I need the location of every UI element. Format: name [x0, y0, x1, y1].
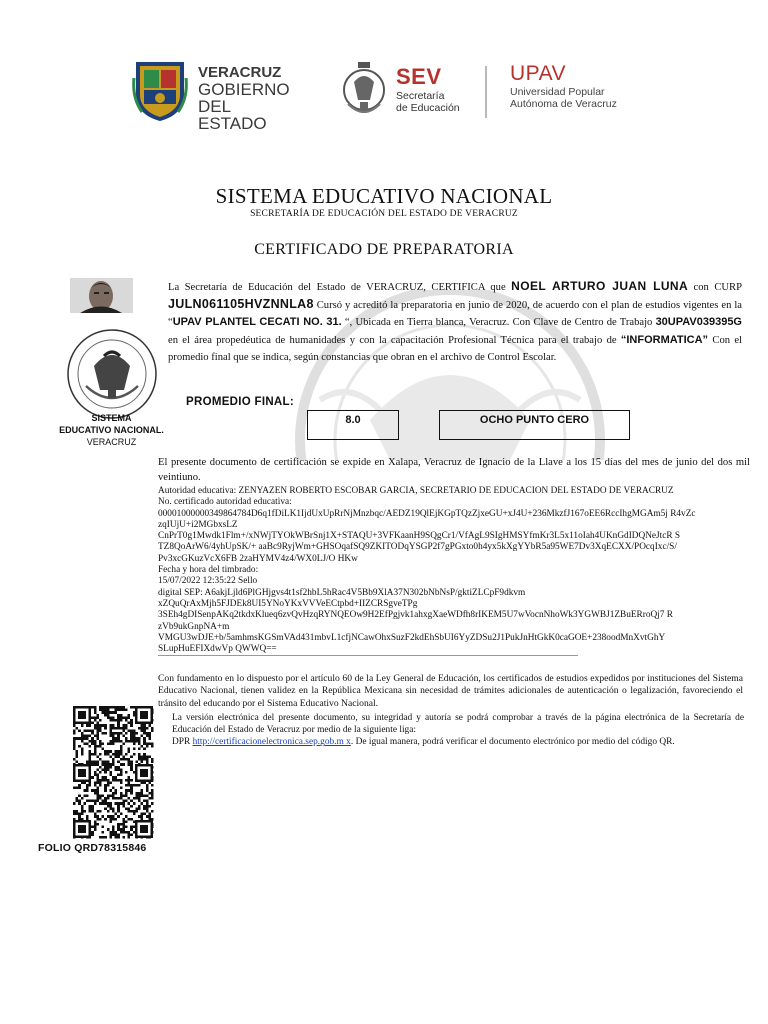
veracruz-shield-icon: [132, 58, 188, 122]
student-photo: [70, 278, 133, 313]
sep-seal-string-2: xZQuQrAxMjh5FJDEk8UI5YNoYKxVVVeECtpbd+IIZCRSgveTPg: [158, 598, 418, 609]
sev-logo-line1: Secretaría: [396, 90, 445, 102]
sev-logo-abbr: SEV: [396, 64, 442, 89]
verification-notice: [172, 712, 744, 749]
verification-text-1: La versión electrónica del presente documento, su integridad y autoría se podrá comprobar a través de la página electrónica de la Secretaría de Educación del Estado de Veracruz por medio de la siguiente liga:: [172, 713, 744, 736]
expedition-statement: El presente documento de certificación se expide en Xalapa, Veracruz de Ignacio de la Llave a los 15 días del mes de junio del dos mil veintiuno.: [158, 457, 750, 483]
certification-paragraph: [168, 278, 742, 366]
student-curp: JULN061105HVZNNLA8: [168, 297, 314, 312]
timestamp-label: Fecha y hora del timbrado:: [158, 565, 259, 576]
seal-label-line3: VERACRUZ: [86, 437, 137, 447]
signature-divider: [158, 655, 578, 656]
veracruz-logo-line1: VERACRUZ: [198, 64, 282, 81]
final-average-value: 8.0: [307, 410, 399, 440]
verification-text-2: . De igual manera, podrá verificar el documento electrónico por medio del código QR.: [350, 737, 675, 748]
certificate-string-1: 00001000000349864784D6q1fDiLK1IjdUxUpRrNjMnzbqc/AEDZ19QlEjKGpTQzZjxeGU+xJ4U+236MkzfJ167oEE6RccIhgMGAm5j R4vZc: [158, 508, 696, 519]
training-name: “INFORMATICA”: [620, 333, 709, 346]
body-text-3: Cursó y acreditó la preparatoria en junio de 2020, de acuerdo con el plan de estudios vigentes en la “: [168, 300, 742, 329]
timestamp-value: 15/07/2022 12:35:22 Sello: [158, 576, 258, 587]
certificate-string-5: Pv3xcGKuzVcX6FB 2zaHYMV4z4/WX0LJ/O HKw: [158, 553, 358, 564]
final-average-words: OCHO PUNTO CERO: [439, 410, 630, 440]
header-divider: [485, 66, 487, 118]
verification-prefix: DPR: [172, 737, 193, 748]
work-center-key: 30UPAV039395G: [655, 316, 742, 329]
secretariat-subtitle: SECRETARÍA DE EDUCACIÓN DEL ESTADO DE VERACRUZ: [250, 209, 518, 219]
veracruz-government-logo: [132, 58, 292, 133]
upav-logo-abbr: UPAV: [510, 62, 567, 85]
system-title: SISTEMA EDUCATIVO NACIONAL: [215, 184, 553, 208]
upav-logo-line1: Universidad Popular: [510, 86, 605, 98]
certificate-string-2: zqIUjU+i2MGbxsLZ: [158, 519, 238, 530]
sep-seal-string-5: VMGU3wDJE+b/5amhmsKGSmVAd431mbvL1cfjNCawOhxSuzF2kdEhSbUI6YyZDSu2J1PukJnHtGkK0caGOE+238oodMnXvtGhY: [158, 632, 666, 643]
seal-label-line1: SISTEMA: [91, 413, 132, 423]
upav-logo: [510, 62, 617, 110]
sep-seal-string-6: SLupHuEFIXdwVp QWWQ==: [158, 644, 277, 655]
final-average-label: PROMEDIO FINAL:: [186, 396, 294, 408]
digital-signature-block: [158, 486, 750, 656]
body-text-2: con CURP: [688, 282, 742, 293]
veracruz-logo-line3: DEL ESTADO: [198, 97, 267, 133]
sep-seal-string-1: digital SEP: A6akjLjld6PlGHjgvs4t1sf2hbL5hRac4V5Bb9XlA37N302bNbNsP/gktiZLCpF9dkvm: [158, 587, 526, 598]
folio-number: FOLIO QRD78315846: [38, 842, 147, 854]
certificate-title: CERTIFICADO DE PREPARATORIA: [254, 241, 514, 258]
veracruz-logo-line2: GOBIERNO: [198, 80, 290, 99]
sep-seal-string-3: 3SEh4gDISenpAKq2tkdxKlueq6zvQvHzqRYNQEOw9H2EfPgjvk1ahxgXaeWDfh8rIKEM5U7wVocnNhoWk3YGWBJ1ZBuERroQj7 R: [158, 610, 673, 621]
mexican-emblem-icon: [340, 60, 388, 122]
certificate-string-4: TZ8QoArW6/4yhUpSK/+ aaBc9RyjWm+GHSOqafSQ9ZKITODqYSGP2f7gPGxto0h4yx5kXgYYbR5a95WE7Dv3XqECXX/POcqIxc/S/: [158, 542, 677, 553]
certificate-string-3: CnPrT0g1Mwdk1Flm+/xNWjTYOkWBrSnj1X+STAQU+3VFKaanH9SQgCr1/VfAgL9SIgHMSYfmKr3L5x11oIah4UKnGdIDQNeJtcR S: [158, 531, 681, 542]
body-text-5: en el área propedéutica de humanidades y con la capacitación Profesional Técnica para el trabajo de: [168, 334, 621, 346]
qr-code: [73, 706, 155, 840]
sev-logo: [340, 60, 480, 124]
verification-link[interactable]: http://certificacionelectronica.sep.gob.m x: [192, 737, 351, 748]
student-name: NOEL ARTURO JUAN LUNA: [511, 279, 689, 293]
seal-label-line2: EDUCATIVO NACIONAL.: [59, 425, 164, 435]
body-text-4: “, Ubicada en Tierra blanca, Veracruz. Con Clave de Centro de Trabajo: [341, 317, 656, 329]
national-seal-icon: [60, 326, 164, 422]
authority-line: Autoridad educativa: ZENYAZEN ROBERTO ESCOBAR GARCÍA, SECRETARIO DE EDUCACIÓN DEL ESTADO DE VERACRUZ: [158, 486, 674, 496]
certificate-number-label: No. certificado autoridad educativa:: [158, 497, 292, 508]
body-text-6: Con el promedio final que se indica, según constancias que obran en el archivo de Control Escolar.: [168, 334, 742, 363]
upav-logo-line2: Autónoma de Veracruz: [510, 98, 617, 110]
body-text-1: La Secretaría de Educación del Estado de VERACRUZ, CERTIFICA que: [168, 282, 512, 293]
sep-seal-string-4: zVb9ukGnpNA+m: [158, 621, 230, 632]
sev-logo-line2: de Educación: [396, 102, 460, 114]
legal-notice: Con fundamento en lo dispuesto por el artículo 60 de la Ley General de Educación, los certificados de estudios expedidos por instituciones del Sistema Educativo Nacional, tienen validez en la República Mexicana sin necesidad de trámites adicionales de autenticación o legalización, favoreciendo el tránsito del educando por el Sistema Educativo Nacional.: [158, 673, 743, 709]
school-name: UPAV PLANTEL CECATI NO. 31.: [172, 316, 342, 329]
